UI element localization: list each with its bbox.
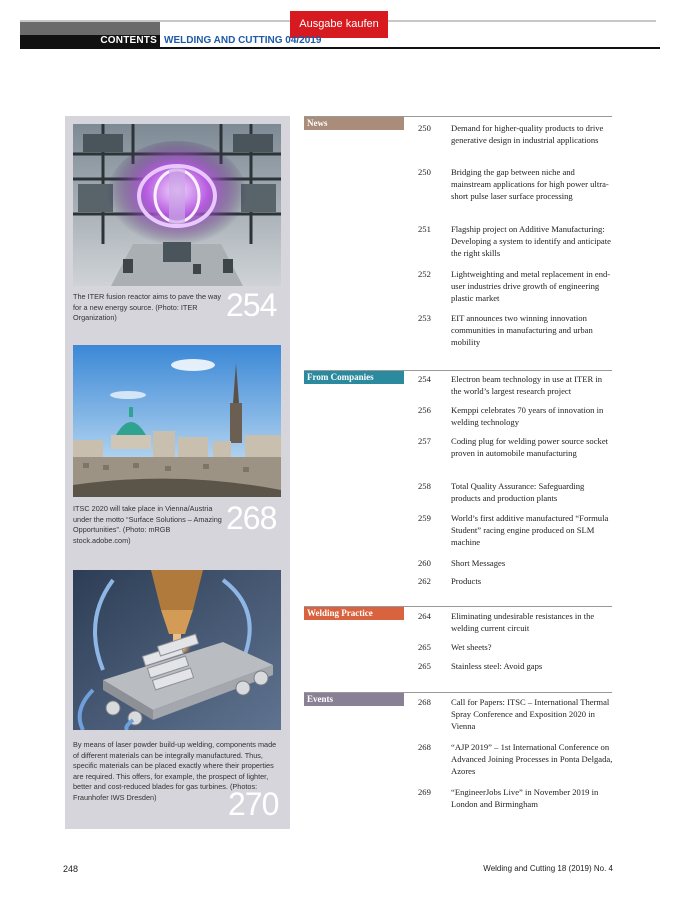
- toc-page: 265: [418, 661, 431, 671]
- toc-page: 250: [418, 167, 431, 177]
- toc-page: 259: [418, 513, 431, 523]
- section-label-events: Events: [304, 693, 404, 706]
- toc-page: 265: [418, 642, 431, 652]
- toc-page: 254: [418, 374, 431, 384]
- toc-page: 257: [418, 436, 431, 446]
- toc-title: Demand for higher-quality products to drive generative design in industrial applications: [451, 123, 604, 146]
- toc-page: 268: [418, 697, 431, 707]
- toc-page: 268: [418, 742, 431, 752]
- toc-page: 251: [418, 224, 431, 234]
- toc-title: Kemppi celebrates 70 years of innovation in welding technology: [451, 405, 604, 428]
- toc-title: Bridging the gap between niche and mainstream applications for high power ultra-short pulse laser surface processing: [451, 167, 609, 202]
- toc-title: Wet sheets?: [451, 642, 492, 652]
- toc-page: 260: [418, 558, 431, 568]
- toc-page: 269: [418, 787, 431, 797]
- toc-title: World’s first additive manufactured “Formula Student” racing engine produced on SLM machine: [451, 513, 609, 548]
- vienna-skyline-photo: [73, 345, 281, 497]
- toc-title: Electron beam technology in use at ITER in the world’s largest research project: [451, 374, 603, 397]
- contents-label: CONTENTS: [20, 35, 160, 47]
- toc-page: 250: [418, 123, 431, 133]
- section-label-welding-practice: Welding Practice: [304, 607, 404, 620]
- footer-page-number: 248: [63, 864, 79, 874]
- section-label-news: News: [304, 117, 404, 130]
- toc-title: Total Quality Assurance: Safeguarding products and production plants: [451, 481, 585, 504]
- figure-caption: The ITER fusion reactor aims to pave the way for a new energy source. (Photo: ITER Organization): [73, 292, 222, 322]
- toc-title: Products: [451, 576, 482, 586]
- laser-welding-photo: [73, 570, 281, 730]
- figure-page-number: 270: [228, 786, 279, 822]
- toc-title: Eliminating undesirable resistances in the welding current circuit: [451, 611, 595, 634]
- toc-page: 258: [418, 481, 431, 491]
- toc-page: 252: [418, 269, 431, 279]
- toc-title: “AJP 2019” – 1st International Conference on Advanced Joining Processes in Ponta Delgada, Azores: [451, 742, 613, 777]
- figure-caption: ITSC 2020 will take place in Vienna/Austria under the motto “Surface Solutions – Amazing Opportunities”. (Photo: mRGB stock.adobe.com): [73, 504, 222, 545]
- figure-page-number: 268: [226, 500, 277, 536]
- toc-title: Lightweighting and metal replacement in end-user industries drive growth of engineering plastic market: [451, 269, 611, 304]
- toc-title: Stainless steel: Avoid gaps: [451, 661, 543, 671]
- footer-journal: Welding and Cutting 18 (2019) No. 4: [483, 864, 613, 873]
- figure-page-number: 254: [226, 287, 277, 323]
- journal-title: WELDING AND CUTTING 04/2019: [164, 35, 322, 46]
- toc-title: Flagship project on Additive Manufacturing: Developing a system to identify and anticipate the right skills: [451, 224, 611, 259]
- toc-title: Coding plug for welding power source socket proven in automobile manufacturing: [451, 436, 609, 459]
- toc-title: EIT announces two winning innovation communities in manufacturing and urban mobility: [451, 313, 593, 348]
- toc-title: “EngineerJobs Live” in November 2019 in London and Birmingham: [451, 787, 599, 810]
- header-grey-tab: [20, 22, 160, 35]
- toc-page: 262: [418, 576, 431, 586]
- iter-reactor-photo: [73, 124, 281, 286]
- toc-page: 264: [418, 611, 431, 621]
- toc-page: 256: [418, 405, 431, 415]
- section-label-from-companies: From Companies: [304, 371, 404, 384]
- toc-title: Call for Papers: ITSC – International Thermal Spray Conference and Exposition 2020 in Vienna: [451, 697, 610, 732]
- buy-issue-button[interactable]: Ausgabe kaufen: [290, 11, 388, 38]
- toc-title: Short Messages: [451, 558, 506, 568]
- figure-caption: By means of laser powder build-up welding, components made of different materials can be integrally manufactured. Thus, specific materials can be placed exactly where their properties are required. This offers, for example, the prospect of lighter, better and cost-reduced blades for gas turbines. (Photos: Fraunhofer IWS Dresden): [73, 740, 277, 802]
- toc-page: 253: [418, 313, 431, 323]
